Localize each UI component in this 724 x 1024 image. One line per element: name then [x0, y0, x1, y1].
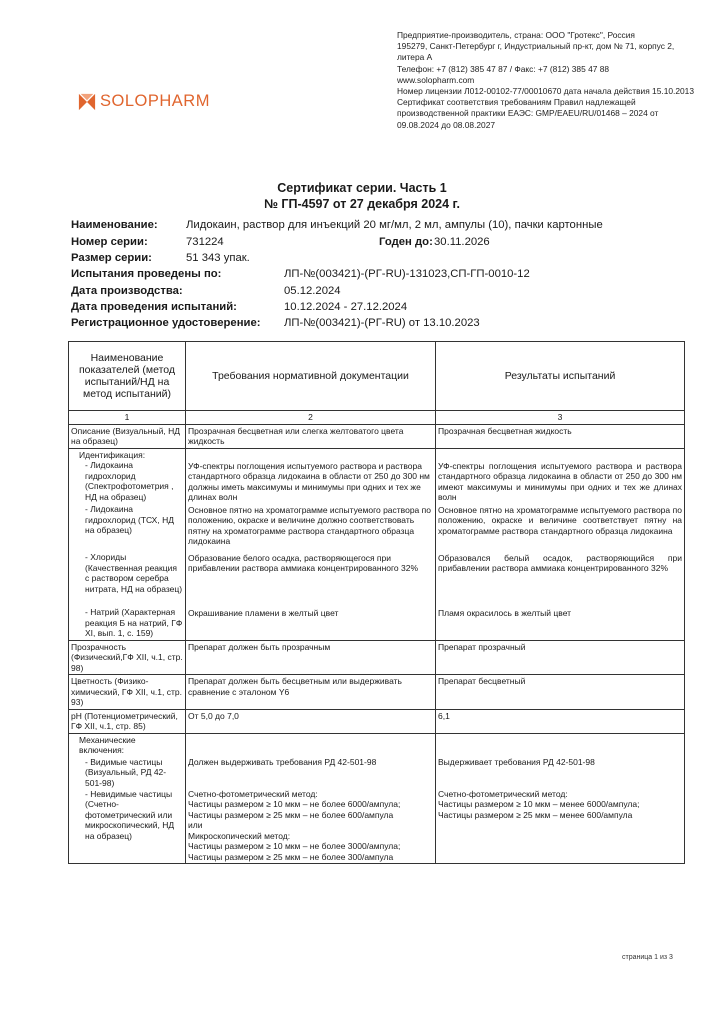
- company-info: [397, 30, 697, 131]
- company-line: Сертификат соответствия требованиям Правил надлежащей производственной практики ЕАЭС: GMP/EAEU/RU/01468 – 2024 от 09.08.2024 до 08.08.2027: [397, 97, 659, 130]
- column-header: Наименование показателей (метод испытаний/НД на метод испытаний): [69, 342, 186, 411]
- solopharm-logo-icon: [78, 93, 96, 111]
- result: Основное пятно на хроматограмме испытуемого раствора по положению, окраске и величине соответствует пятну на хроматограмме раствора стандартного образца лидокаина: [438, 504, 682, 536]
- requirement: Должен выдерживать требования РД 42-501-98: [188, 756, 377, 767]
- logo-text: SOLOPHARM: [100, 92, 210, 110]
- requirement-line: или: [188, 820, 203, 830]
- company-line: 195279, Санкт-Петербург г, Индустриальный пр-кт, дом № 71, корпус 2, литера А: [397, 41, 675, 63]
- sub-test-name: - Натрий (Характерная реакция Б на натрий, ГФ XI, вып. 1, с. 159): [85, 607, 183, 638]
- table-row: [69, 733, 685, 864]
- field-value: ЛП-№(003421)-(РГ-RU) от 13.10.2023: [284, 317, 480, 329]
- field-value: ЛП-№(003421)-(РГ-RU)-131023,СП-ГП-0010-12: [284, 268, 530, 280]
- certificate-number: № ГП-4597 от 27 декабря 2024 г.: [264, 197, 460, 211]
- result: Выдерживает требования РД 42-501-98: [438, 756, 595, 767]
- results-table: [68, 341, 685, 864]
- requirement: Препарат должен быть прозрачным: [186, 640, 436, 675]
- requirement: От 5,0 до 7,0: [186, 709, 436, 733]
- requirement-line: Частицы размером ≥ 10 мкм – не более 3000/ампула;: [188, 841, 401, 851]
- result: 6,1: [436, 709, 685, 733]
- table-row: [69, 640, 685, 675]
- column-header: Результаты испытаний: [436, 342, 685, 411]
- sub-test-name: - Лидокаина гидрохлорид (Спектрофотометрия , НД на образец): [85, 460, 174, 502]
- test-name: Прозрачность (Физический,ГФ XII, ч.1, стр. 98): [69, 640, 186, 675]
- requirement-line: Микроскопический метод:: [188, 830, 291, 841]
- field-label: Годен до:: [379, 236, 433, 248]
- result-cell: [436, 448, 685, 640]
- result: Прозрачная бесцветная жидкость: [436, 424, 685, 448]
- requirement: Препарат должен быть бесцветным или выдерживать сравнение с эталоном Y6: [186, 675, 436, 710]
- requirement-line: Частицы размером ≥ 10 мкм – не более 6000/ампула;: [188, 799, 401, 809]
- field-value: Лидокаин, раствор для инъекций 20 мг/мл, 2 мл, ампулы (10), пачки картонные: [186, 219, 603, 231]
- field-label: Номер серии:: [71, 236, 148, 248]
- test-name: Описание (Визуальный, НД на образец): [69, 424, 186, 448]
- field-label: Регистрационное удостоверение:: [71, 317, 261, 329]
- field-value: 05.12.2024: [284, 285, 341, 297]
- result-line: Частицы размером ≥ 25 мкм – менее 600/ампула: [438, 809, 633, 820]
- table-row: [69, 675, 685, 710]
- requirement: Прозрачная бесцветная или слегка желтоватого цвета жидкость: [186, 424, 436, 448]
- requirement-line: Счетно-фотометрический метод:: [188, 788, 318, 799]
- requirement: Образование белого осадка, растворяющегося при прибавлении раствора аммиака концентрированного 32%: [188, 552, 419, 573]
- field-label: Испытания проведены по:: [71, 268, 222, 280]
- result: УФ-спектры поглощения испытуемого раствора и раствора стандартного образца лидокаина в области от 250 до 300 нм имеют максимумы и минимумы при одних и тех же длинах волн: [438, 460, 682, 502]
- requirement-cell: [186, 733, 436, 864]
- test-name-cell: [69, 448, 186, 640]
- sub-test-name: - Лидокаина гидрохлорид (ТСХ, НД на образец): [85, 504, 174, 535]
- result: Препарат бесцветный: [436, 675, 685, 710]
- column-number: 2: [186, 411, 436, 425]
- test-name: Цветность (Физико-химический, ГФ XII, ч.1, стр. 93): [69, 675, 186, 710]
- field-value: 30.11.2026: [434, 236, 490, 248]
- table-header-row: [69, 342, 685, 411]
- field-label: Наименование:: [71, 219, 158, 231]
- company-line: Телефон: +7 (812) 385 47 87 / Факс: +7 (812) 385 47 88: [397, 63, 610, 74]
- section-title: Механические включения:: [79, 734, 136, 755]
- result-cell: [436, 733, 685, 864]
- field-value: 731224: [186, 236, 224, 248]
- column-number: 1: [69, 411, 186, 425]
- field-label: Размер серии:: [71, 252, 152, 264]
- section-title: Идентификация:: [79, 449, 146, 460]
- test-name-cell: [69, 733, 186, 864]
- requirement-line: Частицы размером ≥ 25 мкм – не более 300/ампула: [188, 851, 394, 862]
- test-name: pH (Потенциометрический, ГФ XII, ч.1, стр. 85): [69, 709, 186, 733]
- requirement: Окрашивание пламени в желтый цвет: [188, 607, 339, 618]
- result: Препарат прозрачный: [436, 640, 685, 675]
- requirement-line: Частицы размером ≥ 25 мкм – не более 600/ампула: [188, 809, 394, 820]
- column-header: Требования нормативной документации: [186, 342, 436, 411]
- column-number-row: [69, 411, 685, 425]
- sub-test-name: - Видимые частицы (Визуальный, РД 42-501-98): [85, 756, 167, 788]
- table-row: [69, 709, 685, 733]
- sub-test-name: - Хлориды (Качественная реакция с раствором серебра нитрата, НД на образец): [85, 552, 183, 594]
- field-value: 10.12.2024 - 27.12.2024: [284, 301, 408, 313]
- certificate-title: Сертификат серии. Часть 1: [277, 181, 447, 195]
- table-row: [69, 424, 685, 448]
- result-line: Частицы размером ≥ 10 мкм – менее 6000/ампула;: [438, 799, 640, 809]
- company-logo: [78, 92, 210, 111]
- field-label: Дата производства:: [71, 285, 183, 297]
- page-number: страница 1 из 3: [622, 954, 673, 961]
- result-line: Счетно-фотометрический метод:: [438, 788, 568, 799]
- company-line: www.solopharm.com: [397, 74, 475, 85]
- result: Пламя окрасилось в желтый цвет: [438, 607, 572, 618]
- company-line: Номер лицензии Л012-00102-77/00010670 дата начала действия 15.10.2013: [397, 86, 694, 97]
- requirement-cell: [186, 448, 436, 640]
- column-number: 3: [436, 411, 685, 425]
- sub-test-name: - Невидимые частицы (Счетно-фотометрический или микроскопический, НД на образец): [85, 788, 175, 841]
- field-value: 51 343 упак.: [186, 252, 250, 264]
- requirement: Основное пятно на хроматограмме испытуемого раствора по положению, окраске и величине должно соответствовать пятну на хроматограмме раствора стандартного образца лидокаина: [188, 504, 431, 546]
- result: Образовался белый осадок, растворяющийся при прибавлении раствора аммиака концентрированного 32%: [438, 552, 682, 573]
- field-label: Дата проведения испытаний:: [71, 301, 237, 313]
- requirement: УФ-спектры поглощения испытуемого раствора и раствора стандартного образца лидокаина в области от 250 до 300 нм должны иметь максимумы и минимумы при одних и тех же длинах волн: [188, 460, 430, 502]
- company-line: Предприятие-производитель, страна: ООО "Гротекс", Россия: [397, 30, 635, 40]
- table-row: [69, 448, 685, 640]
